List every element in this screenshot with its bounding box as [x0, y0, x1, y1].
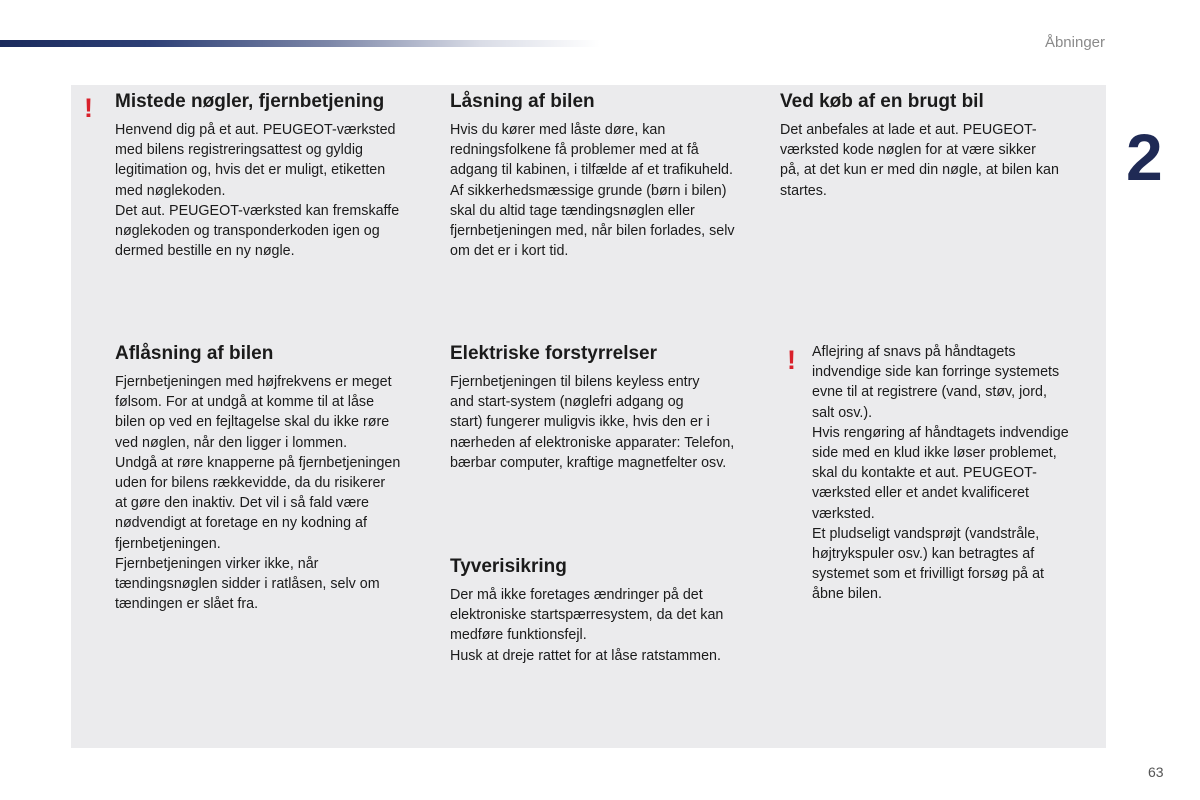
section-body: Hvis du kører med låste døre, kan redningsfolkene få problemer med at få adgang til kabinen, i tilfælde af et trafikuheld. Af sikkerhedsmæssige grunde (børn i bilen) skal du altid tage tændingsnøglen eller fjernbetjeningen med, når bilen forlades, selv om det er i kort tid. — [450, 122, 735, 260]
section-heading: Ved køb af en brugt bil — [780, 91, 984, 112]
section-body: Det anbefales at lade et aut. PEUGEOT- værksted kode nøglen for at være sikker på, at det kun er med din nøgle, at bilen kan startes. — [780, 122, 1059, 199]
section-unlocking — [115, 343, 435, 614]
warning-icon: ! — [84, 93, 93, 123]
section-heading: Mistede nøgler, fjernbetjening — [115, 91, 385, 112]
section-body: Aflejring af snavs på håndtagets indvendige side kan forringe systemets evne til at registrere (vand, støv, jord, salt osv.). Hvis rengøring af håndtagets indvendige side med en klud ikke løser problemet, skal du kontakte et aut. PEUGEOT- værksted eller et andet kvalificeret værksted. Et pludseligt vandsprøjt (vandstråle, højtrykspuler osv.) kan betragtes af systemet som et frivilligt forsøg på at åbne bilen. — [812, 344, 1069, 603]
header-accent-bar — [0, 40, 600, 47]
section-heading: Tyverisikring — [450, 556, 567, 577]
warning-icon: ! — [787, 345, 796, 375]
section-title: Åbninger — [1044, 34, 1105, 51]
section-body: Henvend dig på et aut. PEUGEOT-værksted med bilens registreringsattest og gyldig legitimation og, hvis det er muligt, etiketten med nøglekoden. Det aut. PEUGEOT-værksted kan fremskaffe nøglekoden og transponderkoden igen og dermed bestille en ny nøgle. — [115, 122, 400, 260]
section-body: Fjernbetjeningen med højfrekvens er meget følsom. For at undgå at komme til at låse bilen op ved en fejltagelse skal du ikke røre ved nøglen, når den ligger i lommen. Undgå at røre knapperne på fjernbetjeningen uden for bilens rækkevidde, da du risikerer at gøre den inaktiv. Det vil i så fald være nødvendigt at foretage en ny kodning af fjernbetjeningen. Fjernbetjeningen virker ikke, når tændingsnøglen sidder i ratlåsen, selv om tændingen er slået fra. — [115, 374, 401, 613]
section-locking — [450, 91, 770, 261]
section-lost-keys — [115, 91, 435, 261]
section-immobiliser — [450, 556, 770, 666]
section-heading: Elektriske forstyrrelser — [450, 343, 658, 364]
section-heading: Aflåsning af bilen — [115, 343, 274, 364]
page-number: 63 — [1148, 764, 1164, 780]
section-body: Fjernbetjeningen til bilens keyless entry and start-system (nøglefri adgang og start) fungerer muligvis ikke, hvis den er i nærheden af elektroniske apparater: Telefon, bærbar computer, kraftige magnetfelter osv. — [450, 374, 735, 471]
chapter-number: 2 — [1126, 120, 1161, 194]
section-handle-warning — [812, 342, 1102, 605]
section-heading: Låsning af bilen — [450, 91, 595, 112]
section-used-car — [780, 91, 1100, 201]
section-body: Der må ikke foretages ændringer på det elektroniske startspærresystem, da det kan medføre funktionsfejl. Husk at dreje rattet for at låse ratstammen. — [450, 587, 724, 664]
section-electrical-interference — [450, 343, 770, 473]
